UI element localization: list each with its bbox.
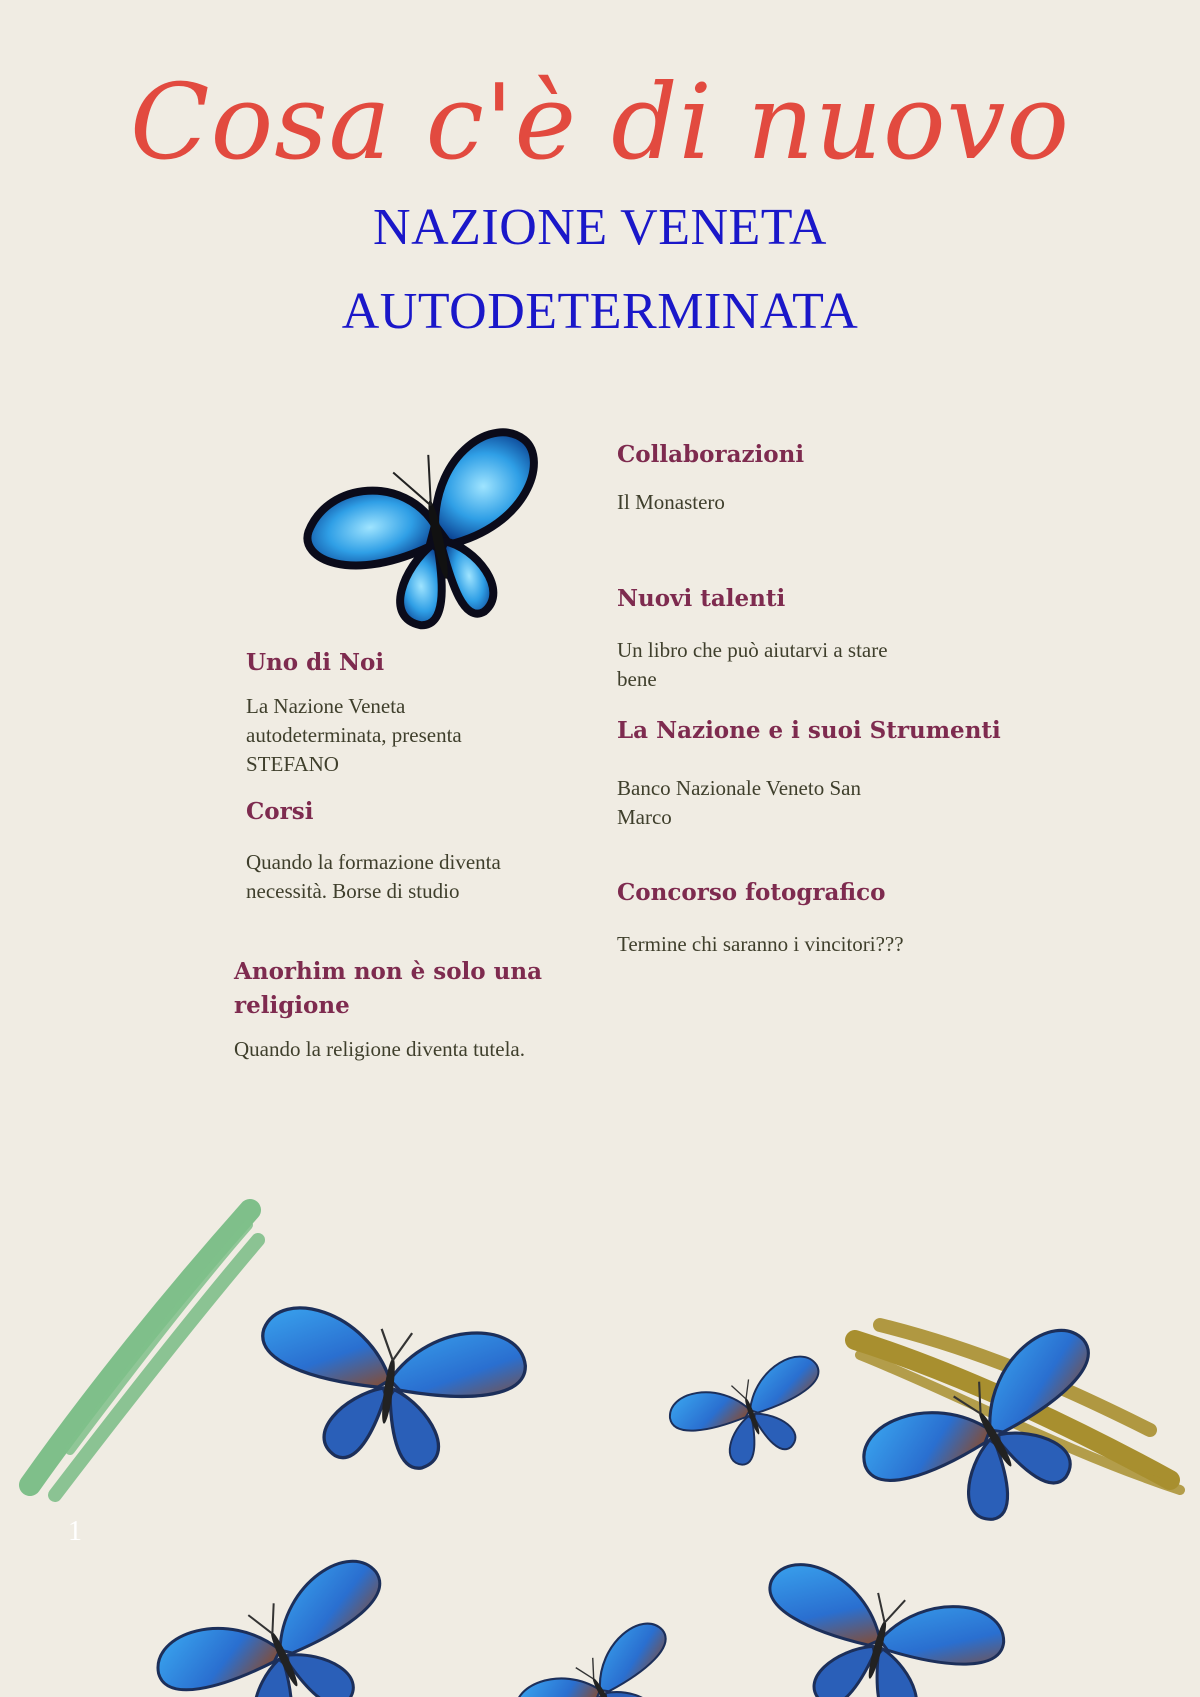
section-body-nuovi-talenti <box>617 636 888 694</box>
blue-butterfly-icon <box>508 1615 699 1697</box>
blue-butterfly-icon <box>744 1557 1010 1697</box>
body-line: STEFANO <box>246 752 339 776</box>
heading-line: religione <box>234 992 350 1019</box>
section-body-corsi <box>246 848 501 906</box>
section-heading-concorso: Concorso fotografico <box>617 879 886 906</box>
body-line: La Nazione Veneta <box>246 694 406 718</box>
body-line: necessità. Borse di studio <box>246 879 460 903</box>
blue-butterfly-icon <box>148 1550 421 1697</box>
blue-butterfly-icon <box>665 1350 841 1483</box>
body-line: Quando la formazione diventa <box>246 850 501 874</box>
section-heading-strumenti: La Nazione e i suoi Strumenti <box>617 717 1001 744</box>
section-heading-uno-di-noi: Uno di Noi <box>246 649 385 676</box>
body-line: autodeterminata, presenta <box>246 723 462 747</box>
subtitle-line-2: AUTODETERMINATA <box>341 283 859 340</box>
section-heading-corsi: Corsi <box>246 798 314 825</box>
section-body-uno-di-noi <box>246 692 462 779</box>
section-body-concorso: Termine chi saranno i vincitori??? <box>617 932 904 956</box>
section-body-strumenti <box>617 774 861 832</box>
section-body-anorhim: Quando la religione diventa tutela. <box>234 1037 525 1061</box>
heading-line: Anorhim non è solo una <box>234 958 542 985</box>
script-title: Cosa c'è di nuovo <box>130 61 1070 183</box>
page-number: 1 <box>68 1516 82 1547</box>
blue-butterfly-icon <box>247 1303 529 1481</box>
body-line: Un libro che può aiutarvi a stare <box>617 638 888 662</box>
green-brush-stroke <box>30 1210 258 1495</box>
body-line: bene <box>617 667 657 691</box>
section-body-collaborazioni: Il Monastero <box>617 490 725 514</box>
body-line: Marco <box>617 805 672 829</box>
section-heading-anorhim <box>234 955 542 1023</box>
section-heading-nuovi-talenti: Nuovi talenti <box>617 585 786 612</box>
body-line: Banco Nazionale Veneto San <box>617 776 861 800</box>
blue-butterfly-icon <box>294 426 563 645</box>
subtitle-line-1: NAZIONE VENETA <box>373 199 827 256</box>
section-heading-collaborazioni: Collaborazioni <box>617 441 805 468</box>
